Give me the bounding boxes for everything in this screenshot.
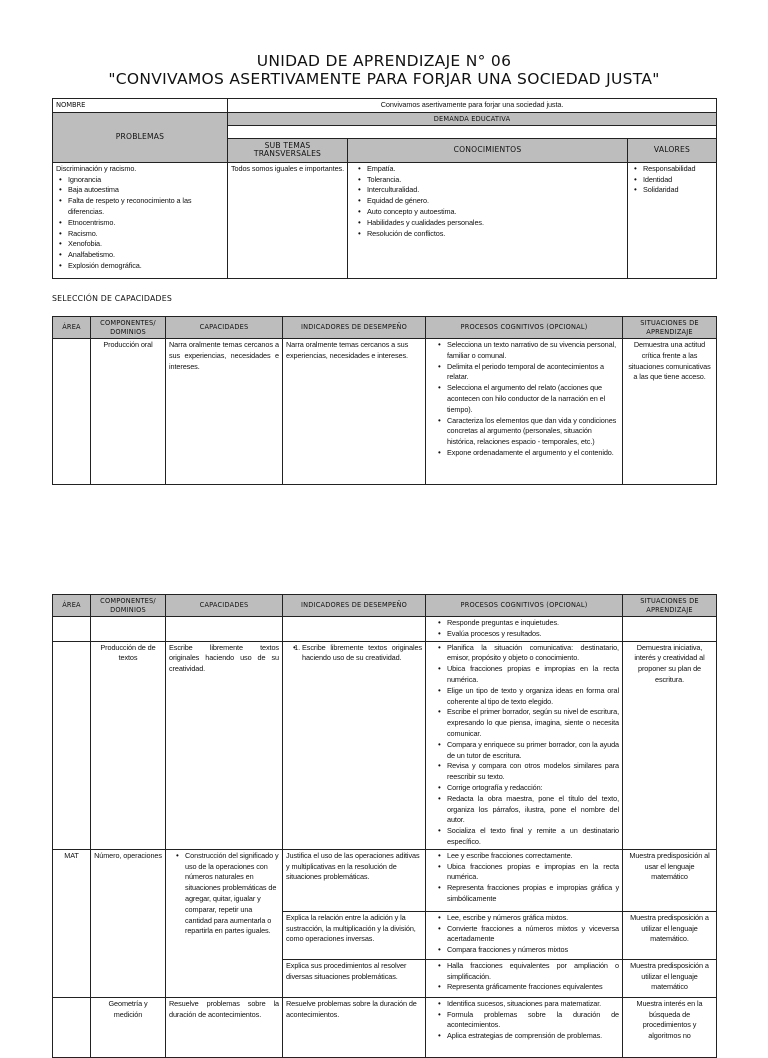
- list-item: • Redacta la obra maestra, pone el título del texto, organiza los párrafos, ilustra, pone el nombre del autor.: [447, 794, 619, 826]
- document-subtitle: "CONVIVAMOS ASERTIVAMENTE PARA FORJAR UNA SOCIEDAD JUSTA": [108, 70, 660, 88]
- procesos-list: [429, 643, 619, 848]
- list-item: • Solidaridad: [643, 185, 713, 196]
- indicadores-header: INDICADORES DE DESEMPEÑO: [283, 317, 426, 339]
- problemas-cell: [53, 162, 228, 278]
- list-item: • Interculturalidad.: [367, 185, 624, 196]
- list-item: • Construcción del significado y uso de la operaciones con números naturales en situaciones problemáticas de agregar, quitar, igualar y comparar, repetir una cantidad para aumentarla o repartirla en partes iguales.: [185, 851, 279, 937]
- procesos-list: [429, 618, 619, 640]
- componentes-header: COMPONENTES/ DOMINIOS: [91, 595, 166, 617]
- list-item: • Representa fracciones propias e impropias gráfica y simbólicamente: [447, 883, 619, 905]
- list-item: • Empatía.: [367, 164, 624, 175]
- list-item: • Tolerancia.: [367, 175, 624, 186]
- capacidad-cell: Resuelve problemas sobre la duración de acontecimientos.: [166, 997, 283, 1057]
- situacion-cell: Muestra predisposición a utilizar el lenguaje matemático.: [623, 911, 717, 959]
- capacities-table-1: [52, 316, 717, 485]
- list-item: • Explosión demográfica.: [68, 261, 224, 272]
- subtemas-cell: Todos somos iguales e importantes.: [228, 162, 348, 278]
- list-item: • Planifica la situación comunicativa: destinatario, emisor, propósito y objeto o conocimiento.: [447, 643, 619, 665]
- indicador-list: [286, 643, 422, 665]
- list-item: • Identifica sucesos, situaciones para matematizar.: [447, 999, 619, 1010]
- indicador-cell: Justifica el uso de las operaciones aditivas y multiplicativas en la resolución de situaciones problemáticas.: [283, 849, 426, 911]
- list-item: • Socializa el texto final y remite a un destinatario específico.: [447, 826, 619, 848]
- demanda-empty-cell: [228, 125, 717, 138]
- procesos-cell: [426, 959, 623, 997]
- list-item: • Revisa y compara con otros modelos similares para reescribir su texto.: [447, 761, 619, 783]
- indicador-cell: Resuelve problemas sobre la duración de acontecimientos.: [283, 997, 426, 1057]
- list-item: • Analfabetismo.: [68, 250, 224, 261]
- componente-cell: Producción de de textos: [91, 641, 166, 849]
- list-item: • Selecciona el argumento del relato (acciones que acontecen con hilo conductor de la narración en el tiempo).: [447, 383, 619, 415]
- procesos-header: PROCESOS COGNITIVOS (OPCIONAL): [426, 595, 623, 617]
- procesos-list: [429, 340, 619, 459]
- list-item: • Equidad de género.: [367, 196, 624, 207]
- area-header: ÁREA: [53, 317, 91, 339]
- situaciones-header: SITUACIONES DE APRENDIZAJE: [623, 317, 717, 339]
- list-item: • Formula problemas sobre la duración de acontecimientos.: [447, 1010, 619, 1032]
- list-item: • Corrige ortografía y redacción:: [447, 783, 619, 794]
- list-item: • Compara fracciones y números mixtos: [447, 945, 619, 956]
- capacidades-header: CAPACIDADES: [166, 595, 283, 617]
- indicador-cell: Explica sus procedimientos al resolver diversas situaciones problemáticas.: [283, 959, 426, 997]
- problemas-list: [56, 175, 224, 272]
- situacion-cell: Demuestra iniciativa, interés y creatividad al proponer su plan de escritura.: [623, 641, 717, 849]
- nombre-label: NOMBRE: [53, 99, 228, 113]
- procesos-header: PROCESOS COGNITIVOS (OPCIONAL): [426, 317, 623, 339]
- procesos-list: [429, 961, 619, 993]
- list-item: • Ignorancia: [68, 175, 224, 186]
- situacion-cell: Muestra predisposición a utilizar el lenguaje matemático: [623, 959, 717, 997]
- list-item: • Expone ordenadamente el argumento y el contenido.: [447, 448, 619, 459]
- list-item: • Escribe el primer borrador, según su nivel de escritura, expresando lo que piensa, imagina, siente o necesita comunicar.: [447, 707, 619, 739]
- list-item: • Falta de respeto y reconocimiento a las diferencias.: [68, 196, 224, 218]
- situacion-cell: Muestra predisposición al usar el lenguaje matemático: [623, 849, 717, 911]
- list-item: • Habilidades y cualidades personales.: [367, 218, 624, 229]
- area-cell: [53, 997, 91, 1057]
- unit-summary-table: [52, 98, 717, 279]
- valores-list: [631, 164, 713, 196]
- capacidades-header: CAPACIDADES: [166, 317, 283, 339]
- area-cell: MAT: [53, 849, 91, 997]
- demanda-header: DEMANDA EDUCATIVA: [228, 112, 717, 125]
- componente-cell: Número, operaciones: [91, 849, 166, 997]
- procesos-cell: [426, 997, 623, 1057]
- situacion-cell: Muestra interés en la búsqueda de procedimientos y algoritmos no: [623, 997, 717, 1057]
- list-item: • Compara y enriquece su primer borrador, con la ayuda de un tutor de escritura.: [447, 740, 619, 762]
- capacidad-cell: Escribe libremente textos originales haciendo uso de su creatividad.: [166, 641, 283, 849]
- procesos-list: [429, 913, 619, 956]
- list-item: • Lee y escribe fracciones correctamente.: [447, 851, 619, 862]
- componente-cell: Producción oral: [91, 339, 166, 485]
- capacidad-list: [169, 851, 279, 937]
- list-item: • Convierte fracciones a números mixtos y viceversa acertadamente: [447, 924, 619, 946]
- list-item: • Elige un tipo de texto y organiza ideas en forma oral coherente al tipo de texto elegido.: [447, 686, 619, 708]
- situaciones-header: SITUACIONES DE APRENDIZAJE: [623, 595, 717, 617]
- capacidad-cell: [166, 849, 283, 997]
- problemas-header: PROBLEMAS: [53, 112, 228, 162]
- componentes-header: COMPONENTES/ DOMINIOS: [91, 317, 166, 339]
- list-item: • Delimita el periodo temporal de acontecimientos a relatar.: [447, 362, 619, 384]
- conocimientos-header: CONOCIMIENTOS: [348, 138, 628, 162]
- list-item: • Representa gráficamente fracciones equivalentes: [447, 982, 619, 993]
- situacion-cell: [623, 617, 717, 642]
- area-cell: [53, 617, 91, 642]
- indicador-cell: [283, 617, 426, 642]
- list-item: • Resolución de conflictos.: [367, 229, 624, 240]
- list-item: • Etnocentrismo.: [68, 218, 224, 229]
- componente-cell: [91, 617, 166, 642]
- conocimientos-cell: [348, 162, 628, 278]
- indicadores-header: INDICADORES DE DESEMPEÑO: [283, 595, 426, 617]
- capacidad-cell: Narra oralmente temas cercanos a sus experiencias, necesidades e intereses.: [166, 339, 283, 485]
- list-item: • Baja autoestima: [68, 185, 224, 196]
- list-item: • Xenofobia.: [68, 239, 224, 250]
- procesos-list: [429, 851, 619, 905]
- capacities-table-2: [52, 594, 717, 1058]
- list-item: • Identidad: [643, 175, 713, 186]
- list-item: • Lee, escribe y números gráfica mixtos.: [447, 913, 619, 924]
- list-item: • Auto concepto y autoestima.: [367, 207, 624, 218]
- list-item: • Selecciona un texto narrativo de su vivencia personal, familiar o comunal.: [447, 340, 619, 362]
- area-header: ÁREA: [53, 595, 91, 617]
- valores-header: VALORES: [628, 138, 717, 162]
- list-item: • Evalúa procesos y resultados.: [447, 629, 619, 640]
- list-item: • Responde preguntas e inquietudes.: [447, 618, 619, 629]
- list-item: • Aplica estrategias de comprensión de problemas.: [447, 1031, 619, 1042]
- list-item: • 1. Escribe libremente textos originales haciendo uso de su creatividad.: [302, 643, 422, 665]
- indicador-cell: Narra oralmente temas cercanos a sus experiencias, necesidades e intereses.: [283, 339, 426, 485]
- procesos-cell: [426, 339, 623, 485]
- area-cell: [53, 339, 91, 485]
- list-item: • Racismo.: [68, 229, 224, 240]
- problemas-intro: Discriminación y racismo.: [56, 163, 137, 173]
- document-title: UNIDAD DE APRENDIZAJE N° 06: [256, 52, 512, 70]
- list-item: • Caracteriza los elementos que dan vida y condiciones concretas al argumento (personales, situación histórica, relaciones espacio - temporales, etc.): [447, 416, 619, 448]
- procesos-cell: [426, 911, 623, 959]
- procesos-cell: [426, 617, 623, 642]
- section-label: SELECCIÓN DE CAPACIDADES: [52, 294, 172, 303]
- list-item: • Ubica fracciones propias e impropias en la recta numérica.: [447, 664, 619, 686]
- indicador-cell: Explica la relación entre la adición y la sustracción, la multiplicación y la división, como operaciones inversas.: [283, 911, 426, 959]
- indicador-cell: [283, 641, 426, 849]
- valores-cell: [628, 162, 717, 278]
- componente-cell: Geometría y medición: [91, 997, 166, 1057]
- list-item: • Ubica fracciones propias e impropias en la recta numérica.: [447, 862, 619, 884]
- procesos-cell: [426, 641, 623, 849]
- procesos-cell: [426, 849, 623, 911]
- situacion-cell: Demuestra una actitud crítica frente a las situaciones comunicativas a las que tiene acceso.: [623, 339, 717, 485]
- subtemas-header: SUB TEMAS TRANSVERSALES: [228, 138, 348, 162]
- conocimientos-list: [351, 164, 624, 240]
- nombre-value: Convivamos asertivamente para forjar una sociedad justa.: [228, 99, 717, 113]
- capacidad-cell: [166, 617, 283, 642]
- list-item: • Responsabilidad: [643, 164, 713, 175]
- list-item: • Halla fracciones equivalentes por ampliación o simplificación.: [447, 961, 619, 983]
- procesos-list: [429, 999, 619, 1042]
- area-cell: [53, 641, 91, 849]
